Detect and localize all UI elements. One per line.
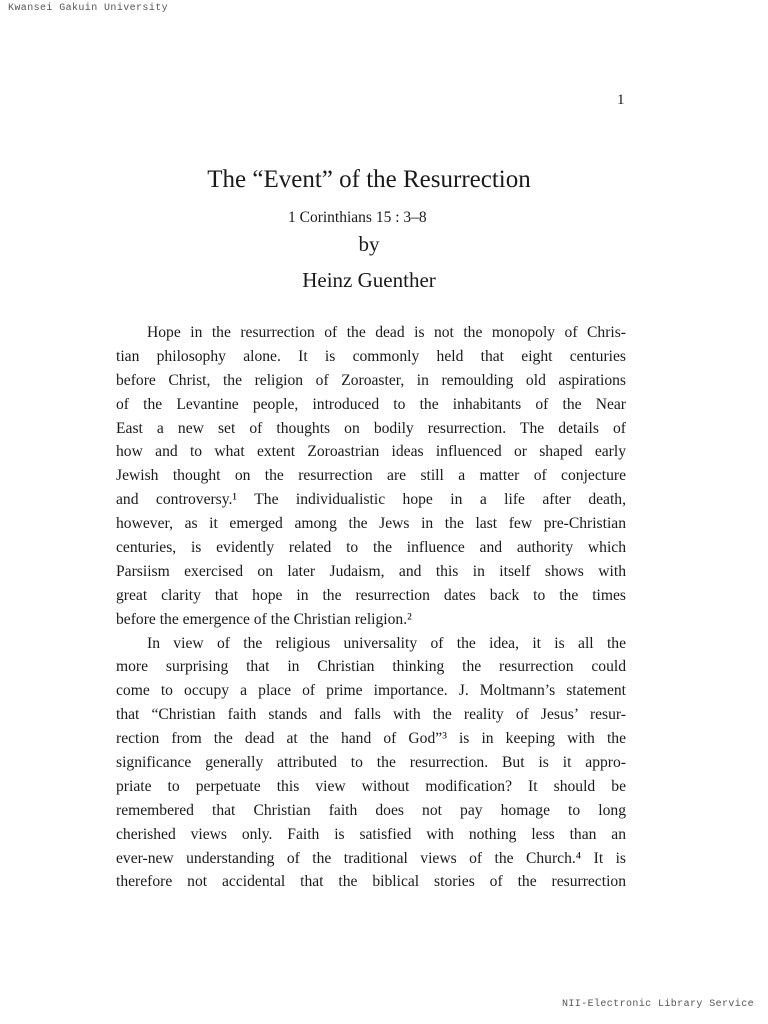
text-line: however, as it emerged among the Jews in the last few pre-Christian <box>116 515 626 533</box>
text-line: centuries, is evidently related to the influence and authority which <box>116 539 626 557</box>
text-line: before Christ, the religion of Zoroaster, in remoulding old aspirations <box>116 371 626 389</box>
text-line: ever-new understanding of the traditional views of the Church.⁴ It is <box>116 849 626 867</box>
text-line: and controversy.¹ The individualistic hope in a life after death, <box>116 491 626 509</box>
text-line: priate to perpetuate this view without modification? It should be <box>116 777 626 795</box>
text-line: In view of the religious universality of the idea, it is all the <box>147 634 626 652</box>
scripture-reference: 1 Corinthians 15 : 3–8 <box>288 209 427 226</box>
body-text <box>116 321 626 894</box>
page-number: 1 <box>617 92 625 108</box>
text-line: cherished views only. Faith is satisfied with nothing less than an <box>116 825 626 843</box>
text-line: before the emergence of the Christian religion.² <box>116 610 412 628</box>
text-line: tian philosophy alone. It is commonly held that eight centuries <box>116 347 626 365</box>
text-line: great clarity that hope in the resurrection dates back to the times <box>116 586 626 604</box>
byline: by <box>358 232 380 256</box>
text-line: how and to what extent Zoroastrian ideas influenced or shaped early <box>116 443 626 461</box>
article-title: The “Event” of the Resurrection <box>207 166 531 193</box>
text-line: East a new set of thoughts on bodily resurrection. The details of <box>116 419 626 437</box>
text-line: come to occupy a place of prime importance. J. Moltmann’s statement <box>116 682 626 700</box>
text-line: Parsiism exercised on later Judaism, and this in itself shows with <box>116 562 626 580</box>
text-line: therefore not accidental that the biblical stories of the resurrection <box>116 873 626 891</box>
text-line: rection from the dead at the hand of God”³ is in keeping with the <box>116 730 626 748</box>
text-line: remembered that Christian faith does not pay homage to long <box>116 801 626 819</box>
institution-stamp: Kwansei Gakuin University <box>8 3 169 14</box>
text-line: of the Levantine people, introduced to the inhabitants of the Near <box>116 395 626 413</box>
library-service-stamp: NII-Electronic Library Service <box>561 999 754 1010</box>
text-line: more surprising that in Christian thinking the resurrection could <box>116 658 626 676</box>
author-name: Heinz Guenther <box>302 268 436 292</box>
text-line: significance generally attributed to the resurrection. But is it appro- <box>116 754 626 772</box>
text-line: Jewish thought on the resurrection are still a matter of conjecture <box>116 467 626 485</box>
text-line: Hope in the resurrection of the dead is not the monopoly of Chris- <box>147 324 626 341</box>
text-line: that “Christian faith stands and falls with the reality of Jesus’ resur- <box>116 706 626 724</box>
